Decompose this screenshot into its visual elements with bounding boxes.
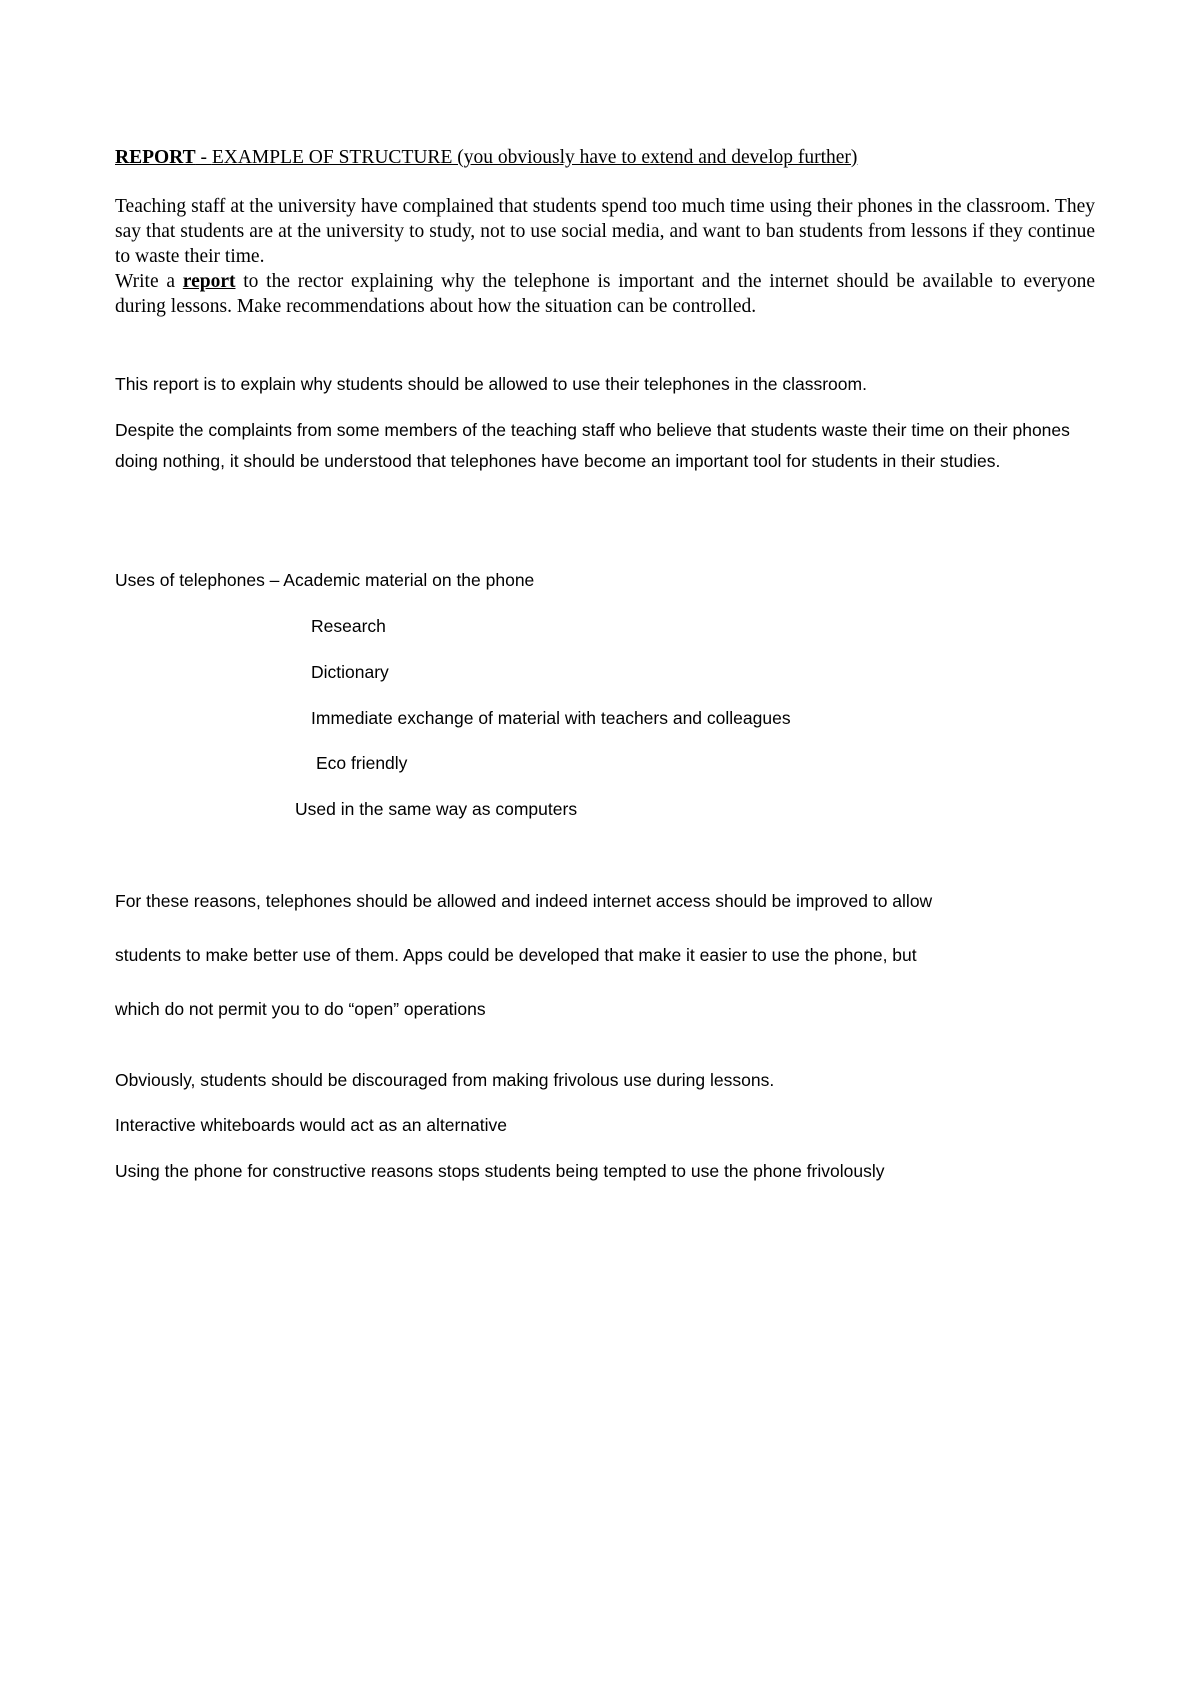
intro-sentence: This report is to explain why students should be allowed to use their telephones in the classroom. xyxy=(115,374,867,394)
uses-item-exchange: Immediate exchange of material with teachers and colleagues xyxy=(311,708,791,728)
report-heading-label: REPORT xyxy=(115,147,196,168)
report-heading-separator: - xyxy=(195,147,212,168)
instruction-rest: to the rector explaining why the telephone is important and the internet should be available to everyone during lessons. Make recommendations about how the situation can be controlled. xyxy=(115,271,1096,317)
reasons-line-2: students to make better use of them. Apps could be developed that make it easier to use the phone, but xyxy=(115,945,917,965)
despite-paragraph: Despite the complaints from some members of the teaching staff who believe that students waste their time on their phones doing nothing, it should be understood that telephones have become an important tool for students in their studies. xyxy=(115,420,1070,471)
task-prompt xyxy=(115,194,1095,319)
report-heading xyxy=(115,145,1095,170)
task-prompt-instruction xyxy=(115,269,1095,319)
closing-line-2: Interactive whiteboards would act as an alternative xyxy=(115,1115,508,1135)
uses-heading: Uses of telephones – Academic material on the phone xyxy=(115,570,535,590)
uses-item-dictionary: Dictionary xyxy=(311,662,389,682)
closing-line-3: Using the phone for constructive reasons stops students being tempted to use the phone frivolously xyxy=(115,1161,885,1181)
closing-line-1: Obviously, students should be discouraged from making frivolous use during lessons. xyxy=(115,1070,775,1090)
uses-item-research: Research xyxy=(311,616,386,636)
uses-item-computers: Used in the same way as computers xyxy=(295,799,578,819)
uses-item-eco-friendly: Eco friendly xyxy=(316,753,408,773)
reasons-line-1: For these reasons, telephones should be allowed and indeed internet access should be improved to allow xyxy=(115,891,933,911)
report-keyword: report xyxy=(182,271,236,292)
task-prompt-paragraph: Teaching staff at the university have complained that students spend too much time using their phones in the classroom. They say that students are at the university to study, not to use social media, and want to ban students from lessons if they continue to waste their time. xyxy=(115,196,1095,267)
report-heading-text: EXAMPLE OF STRUCTURE (you obviously have to extend and develop further) xyxy=(211,147,858,168)
write-a-text: Write a xyxy=(115,271,183,292)
reasons-line-3: which do not permit you to do “open” operations xyxy=(115,999,486,1019)
